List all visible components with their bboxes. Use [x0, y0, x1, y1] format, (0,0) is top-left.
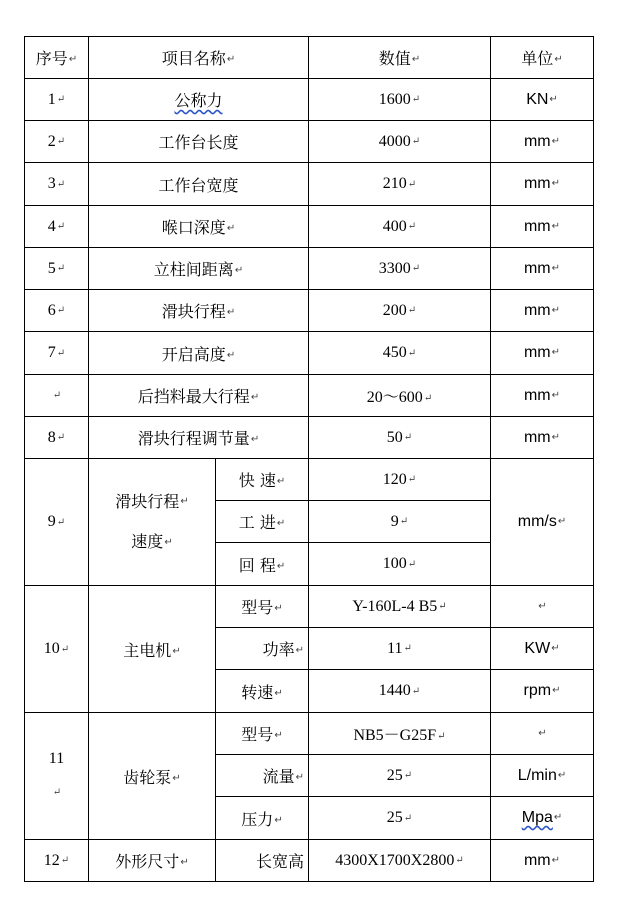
table-row — [25, 586, 594, 628]
row-no: 12↵ — [25, 840, 89, 882]
row-value: 11↵ — [309, 628, 491, 670]
row-name-line2: 速度↵ — [131, 532, 173, 551]
sub-label: 快 速↵ — [216, 459, 309, 501]
row-no: 8↵ — [25, 417, 89, 459]
row-name: 工作台宽度 — [89, 163, 309, 206]
row-value: 450↵ — [309, 332, 491, 375]
row-name: 主电机↵ — [89, 586, 216, 713]
table-row — [25, 375, 594, 417]
row-name: 工作台长度 — [89, 121, 309, 163]
row-value: NB5－G25F↵ — [309, 713, 491, 755]
row-no: 1↵ — [25, 79, 89, 121]
row-unit: rpm↵ — [491, 670, 594, 713]
sub-label: 型号↵ — [216, 586, 309, 628]
row-value: 200↵ — [309, 290, 491, 332]
row-unit: mm/s↵ — [491, 459, 594, 586]
row-no: 2↵ — [25, 121, 89, 163]
table-row — [25, 713, 594, 755]
table-row — [25, 290, 594, 332]
row-value: 4000↵ — [309, 121, 491, 163]
row-unit: ↵ — [491, 586, 594, 628]
row-name: 喉口深度↵ — [89, 206, 309, 248]
row-value: Y-160L-4 B5↵ — [309, 586, 491, 628]
row-unit: Mpa↵ — [491, 797, 594, 840]
spec-table — [24, 36, 594, 882]
table-row — [25, 417, 594, 459]
row-unit: mm↵ — [491, 290, 594, 332]
sub-label: 流量↵ — [216, 755, 309, 797]
header-unit: 单位↵ — [491, 37, 594, 79]
row-unit: KW↵ — [491, 628, 594, 670]
header-value: 数值↵ — [309, 37, 491, 79]
row-value: 1440↵ — [309, 670, 491, 713]
sub-label: 长宽高 — [216, 840, 309, 882]
row-unit: mm↵ — [491, 375, 594, 417]
sub-label: 转速↵ — [216, 670, 309, 713]
row-name — [89, 459, 216, 586]
row-name: 外形尺寸↵ — [89, 840, 216, 882]
table-row — [25, 79, 594, 121]
row-value: 25↵ — [309, 797, 491, 840]
row-name: 后挡料最大行程↵ — [89, 375, 309, 417]
row-value: 120↵ — [309, 459, 491, 501]
table-row — [25, 840, 594, 882]
sub-label: 压力↵ — [216, 797, 309, 840]
row-unit: mm↵ — [491, 121, 594, 163]
table-row — [25, 459, 594, 501]
row-value: 400↵ — [309, 206, 491, 248]
table-row — [25, 206, 594, 248]
row-unit: ↵ — [491, 713, 594, 755]
row-name: 开启高度↵ — [89, 332, 309, 375]
row-no: 3↵ — [25, 163, 89, 206]
row-unit: mm↵ — [491, 163, 594, 206]
row-name: 滑块行程调节量↵ — [89, 417, 309, 459]
row-value: 9↵ — [309, 501, 491, 543]
row-no: 10↵ — [25, 586, 89, 713]
header-name: 项目名称↵ — [89, 37, 309, 79]
row-value: 4300X1700X2800↵ — [309, 840, 491, 882]
row-unit: L/min↵ — [491, 755, 594, 797]
header-row — [25, 37, 594, 79]
row-name: 齿轮泵↵ — [89, 713, 216, 840]
row-value: 100↵ — [309, 543, 491, 586]
row-no: 7↵ — [25, 332, 89, 375]
sub-label: 型号↵ — [216, 713, 309, 755]
row-unit: mm↵ — [491, 417, 594, 459]
row-no: 9↵ — [25, 459, 89, 586]
row-unit: mm↵ — [491, 206, 594, 248]
header-no: 序号↵ — [25, 37, 89, 79]
row-unit: KN↵ — [491, 79, 594, 121]
table-row — [25, 121, 594, 163]
row-name: 立柱间距离↵ — [89, 248, 309, 290]
sub-label: 回 程↵ — [216, 543, 309, 586]
row-value: 50↵ — [309, 417, 491, 459]
row-name: 公称力 — [89, 79, 309, 121]
row-unit: mm↵ — [491, 248, 594, 290]
row-value: 3300↵ — [309, 248, 491, 290]
row-value: 25↵ — [309, 755, 491, 797]
row-no: 5↵ — [25, 248, 89, 290]
table-row — [25, 332, 594, 375]
row-no: 6↵ — [25, 290, 89, 332]
row-value: 210↵ — [309, 163, 491, 206]
row-name: 滑块行程↵ — [89, 290, 309, 332]
row-no: 11 ↵ — [25, 713, 89, 840]
table-row — [25, 163, 594, 206]
table-row — [25, 248, 594, 290]
row-no: ↵ — [25, 375, 89, 417]
row-value: 1600↵ — [309, 79, 491, 121]
row-unit: mm↵ — [491, 840, 594, 882]
row-name-line1: 滑块行程↵ — [115, 491, 189, 511]
sub-label: 工 进↵ — [216, 501, 309, 543]
row-no: 4↵ — [25, 206, 89, 248]
row-value: 20～600↵ — [309, 375, 491, 417]
sub-label: 功率↵ — [216, 628, 309, 670]
row-unit: mm↵ — [491, 332, 594, 375]
